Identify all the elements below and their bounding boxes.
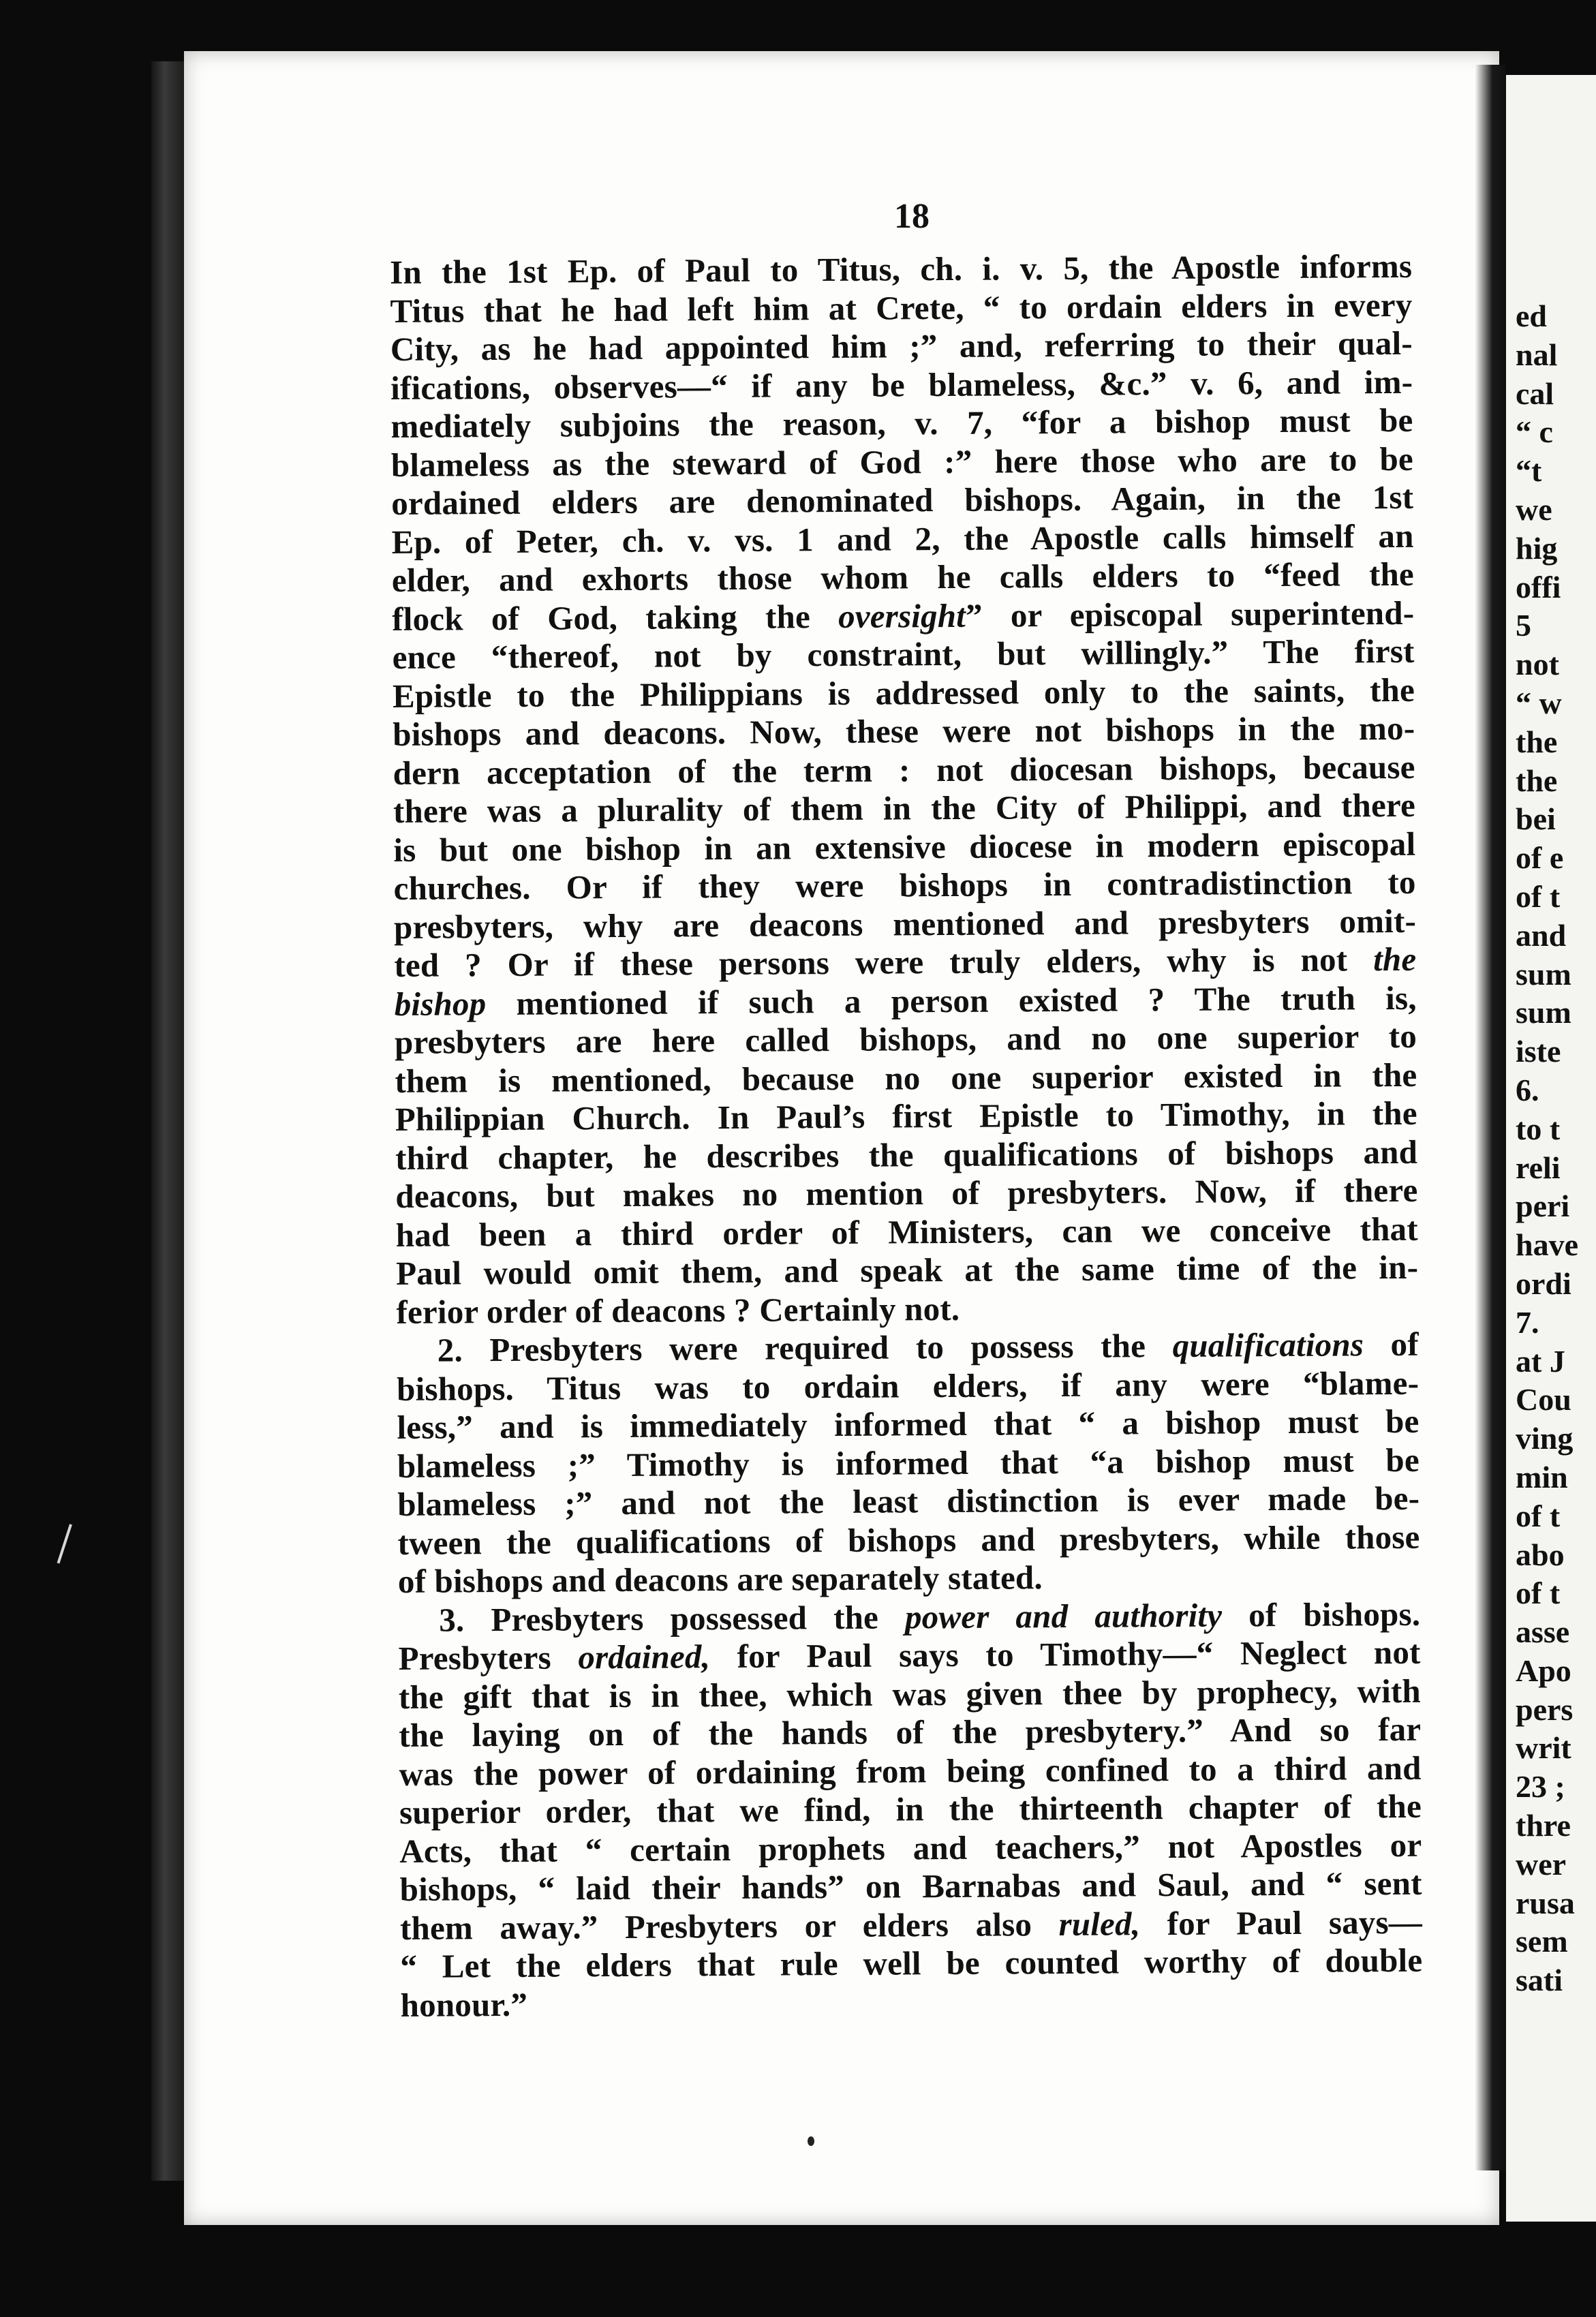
facing-fragment: 23 ;: [1516, 1769, 1565, 1805]
book-gutter: [1475, 65, 1506, 2170]
facing-fragment: not: [1516, 647, 1559, 682]
text-line: [390, 324, 1413, 369]
facing-fragment: sum: [1516, 995, 1571, 1030]
text-segment: less,” and is immediately informed that “ a bishop must be: [397, 1402, 1419, 1446]
text-line: [395, 1017, 1417, 1062]
page-text: [390, 247, 1423, 2025]
facing-fragment: sem: [1516, 1924, 1568, 1959]
text-line: [390, 363, 1413, 408]
text-segment: “ Let the elders that rule well be counted worthy of double: [400, 1941, 1423, 1985]
text-line: [394, 863, 1416, 908]
text-line: [398, 1595, 1420, 1640]
text-line: [398, 1633, 1420, 1678]
text-segment: them is mentioned, because no one superior existed in the: [395, 1056, 1417, 1100]
margin-mark: [57, 1524, 92, 1570]
text-segment: 3. Presbyters possessed the: [439, 1597, 906, 1639]
text-line: [399, 1749, 1421, 1794]
facing-fragment: cal: [1516, 375, 1554, 411]
text-line: [397, 1325, 1419, 1370]
text-segment: elder, and exhorts those whom he calls elders to “feed the: [391, 555, 1415, 599]
text-segment: Presbyters: [398, 1638, 579, 1677]
page-number: 18: [894, 197, 930, 236]
italic-text: ordained,: [578, 1638, 711, 1676]
text-segment: ferior order of deacons ? Certainly not.: [396, 1289, 960, 1331]
facing-fragment: abo: [1516, 1537, 1565, 1572]
text-segment: had been a third order of Ministers, can we conceive that: [395, 1210, 1418, 1254]
text-line: [397, 1364, 1419, 1409]
text-segment: ” or episcopal superintend-: [965, 594, 1415, 634]
facing-fragment: 7.: [1516, 1304, 1539, 1340]
facing-fragment: rusa: [1516, 1885, 1575, 1920]
text-segment: third chapter, he describes the qualifications of bishops and: [395, 1133, 1418, 1177]
text-line: [397, 1479, 1419, 1524]
facing-fragment: sum: [1516, 956, 1571, 992]
facing-fragment: asse: [1516, 1614, 1570, 1650]
text-segment: ifications, observes—“ if any be blameless, &c.” v. 6, and im-: [390, 363, 1413, 407]
facing-fragment: ordi: [1516, 1265, 1571, 1301]
text-line: [396, 1287, 1418, 1332]
text-line: [399, 1865, 1422, 1909]
text-segment: there was a plurality of them in the City of Philippi, and there: [393, 786, 1416, 830]
facing-fragment: and: [1516, 917, 1567, 953]
text-segment: In the 1st Ep. of Paul to Titus, ch. i. v. 5, the Apostle informs: [390, 247, 1413, 291]
text-segment: Ep. of Peter, ch. v. vs. 1 and 2, the Apostle calls himself an: [391, 517, 1414, 561]
text-segment: Acts, that “ certain prophets and teachers,” not Apostles or: [399, 1826, 1422, 1870]
facing-fragment: pers: [1516, 1691, 1574, 1727]
facing-fragment: Apo: [1516, 1653, 1571, 1688]
text-segment: ordained elders are denominated bishops. Again, in the 1st: [391, 478, 1414, 522]
facing-fragment: the: [1516, 763, 1558, 798]
facing-fragment: sati: [1516, 1963, 1563, 1998]
text-line: [399, 1826, 1422, 1871]
facing-fragment: min: [1516, 1459, 1568, 1494]
facing-fragment: 5: [1516, 608, 1531, 643]
text-segment: Philippian Church. In Paul’s first Epistle to Timothy, in the: [395, 1094, 1417, 1138]
text-segment: the laying on of the hands of the presbytery.” And so far: [399, 1710, 1422, 1754]
facing-fragment: we: [1516, 491, 1552, 527]
facing-fragment: iste: [1516, 1034, 1561, 1069]
facing-fragment: the: [1516, 724, 1558, 759]
text-segment: of: [1363, 1325, 1419, 1364]
text-line: [390, 247, 1412, 292]
facing-fragment: hig: [1516, 530, 1558, 566]
facing-fragment: wer: [1516, 1846, 1567, 1882]
text-segment: bishops, “ laid their hands” on Barnabas and Saul, and “ sent: [399, 1864, 1422, 1908]
facing-fragment: peri: [1516, 1188, 1570, 1224]
italic-text: oversight: [838, 596, 966, 635]
facing-fragment: of e: [1516, 840, 1564, 876]
facing-fragment: offi: [1516, 569, 1561, 604]
text-segment: bishops. Titus was to ordain elders, if any were “blame-: [397, 1364, 1419, 1408]
text-line: [393, 825, 1415, 870]
text-segment: Paul would omit them, and speak at the same time of the in-: [395, 1248, 1419, 1292]
text-line: [392, 632, 1414, 677]
text-line: [393, 748, 1415, 793]
text-line: [397, 1441, 1419, 1486]
text-line: [401, 1980, 1423, 2025]
facing-fragment: have: [1516, 1227, 1578, 1263]
text-segment: mentioned if such a person existed ? The truth is,: [486, 979, 1417, 1022]
facing-fragment: 6.: [1516, 1072, 1539, 1107]
text-line: [395, 1056, 1417, 1101]
facing-fragment: of t: [1516, 1576, 1561, 1611]
text-line: [394, 902, 1416, 947]
text-segment: the gift that is in thee, which was given thee by prophecy, with: [398, 1672, 1422, 1716]
text-segment: was the power of ordaining from being confined to a third and: [399, 1749, 1422, 1793]
facing-fragment: of t: [1516, 878, 1561, 914]
facing-fragment: “ c: [1516, 414, 1553, 450]
text-segment: superior order, that we find, in the thirteenth chapter of the: [399, 1787, 1422, 1831]
text-line: [393, 709, 1415, 754]
text-line: [399, 1710, 1421, 1755]
italic-text: power and authority: [904, 1596, 1223, 1636]
facing-fragment: “t: [1516, 453, 1542, 489]
text-segment: is but one bishop in an extensive diocese in modern episcopal: [393, 825, 1416, 869]
text-segment: Titus that he had left him at Crete, “ to ordain elders in every: [390, 286, 1413, 330]
text-line: [398, 1556, 1420, 1601]
text-segment: blameless as the steward of God :” here those who are to be: [390, 440, 1414, 484]
text-segment: 2. Presbyters were required to possess the: [437, 1327, 1173, 1369]
text-segment: flock of God, taking the: [392, 597, 839, 638]
text-line: [393, 671, 1415, 716]
text-line: [392, 555, 1414, 600]
facing-fragment: to t: [1516, 1111, 1561, 1146]
text-segment: tween the qualifications of bishops and presbyters, while those: [397, 1518, 1420, 1562]
italic-text: ruled,: [1058, 1904, 1141, 1943]
text-line: [397, 1518, 1419, 1563]
page-left-edge: [151, 61, 184, 2181]
text-segment: dern acceptation of the term : not diocesan bishops, because: [393, 748, 1415, 792]
text-segment: deacons, but makes no mention of presbyters. Now, if there: [395, 1171, 1418, 1215]
facing-fragment: nal: [1516, 337, 1558, 372]
text-segment: honour.”: [400, 1985, 528, 2024]
text-line: [399, 1672, 1421, 1717]
facing-fragment: ed: [1516, 298, 1547, 333]
text-segment: City, as he had appointed him ;” and, referring to their qual-: [390, 324, 1413, 368]
facing-fragment: reli: [1516, 1150, 1561, 1185]
text-segment: of bishops.: [1222, 1595, 1421, 1634]
text-segment: blameless ;” and not the least distinction is ever made be-: [397, 1479, 1420, 1523]
text-segment: for Paul says to Timothy—“ Neglect not: [709, 1633, 1421, 1676]
text-line: [390, 286, 1412, 331]
text-segment: ence “thereof, not by constraint, but willingly.” The first: [392, 632, 1415, 676]
text-line: [397, 1402, 1419, 1447]
text-line: [390, 401, 1413, 446]
ink-dot: [808, 2136, 814, 2146]
text-segment: of bishops and deacons are separately stated.: [397, 1559, 1043, 1600]
text-line: [394, 940, 1416, 985]
text-segment: presbyters are here called bishops, and no one superior to: [394, 1017, 1417, 1061]
facing-fragment: writ: [1516, 1730, 1571, 1766]
text-line: [399, 1787, 1422, 1832]
text-line: [395, 979, 1417, 1024]
facing-fragment: of t: [1516, 1498, 1561, 1533]
italic-text: bishop: [394, 984, 487, 1023]
facing-fragment: Cou: [1516, 1382, 1571, 1417]
text-line: [393, 786, 1415, 831]
facing-fragment: bei: [1516, 801, 1556, 837]
facing-page: [1506, 75, 1596, 2222]
text-line: [391, 478, 1413, 523]
text-segment: blameless ;” Timothy is informed that “a bishop must be: [397, 1441, 1420, 1485]
text-segment: churches. Or if they were bishops in contradistinction to: [393, 863, 1416, 907]
italic-text: the: [1372, 940, 1417, 979]
text-segment: them away.” Presbyters or elders also: [399, 1905, 1059, 1947]
text-line: [400, 1903, 1422, 1948]
text-line: [395, 1171, 1417, 1216]
text-segment: ted ? Or if these persons were truly elders, why is not: [394, 940, 1374, 984]
facing-fragment: at J: [1516, 1343, 1565, 1379]
facing-fragment: “ w: [1516, 685, 1562, 720]
facing-page-fragments: [1516, 297, 1578, 2000]
text-line: [391, 517, 1413, 562]
text-line: [392, 594, 1414, 639]
italic-text: qualifications: [1172, 1325, 1364, 1365]
text-line: [395, 1094, 1417, 1139]
text-segment: mediately subjoins the reason, v. 7, “for a bishop must be: [390, 401, 1413, 445]
text-line: [395, 1133, 1417, 1178]
text-segment: for Paul says—: [1140, 1903, 1423, 1942]
text-segment: presbyters, why are deacons mentioned and presbyters omit-: [393, 902, 1417, 946]
text-line: [400, 1942, 1422, 1986]
text-segment: bishops and deacons. Now, these were not bishops in the mo-: [393, 709, 1415, 753]
facing-fragment: thre: [1516, 1808, 1571, 1843]
text-line: [396, 1210, 1418, 1255]
text-line: [396, 1248, 1418, 1293]
text-segment: Epistle to the Philippians is addressed only to the saints, the: [392, 671, 1415, 715]
facing-fragment: ving: [1516, 1421, 1574, 1456]
text-line: [391, 440, 1413, 485]
